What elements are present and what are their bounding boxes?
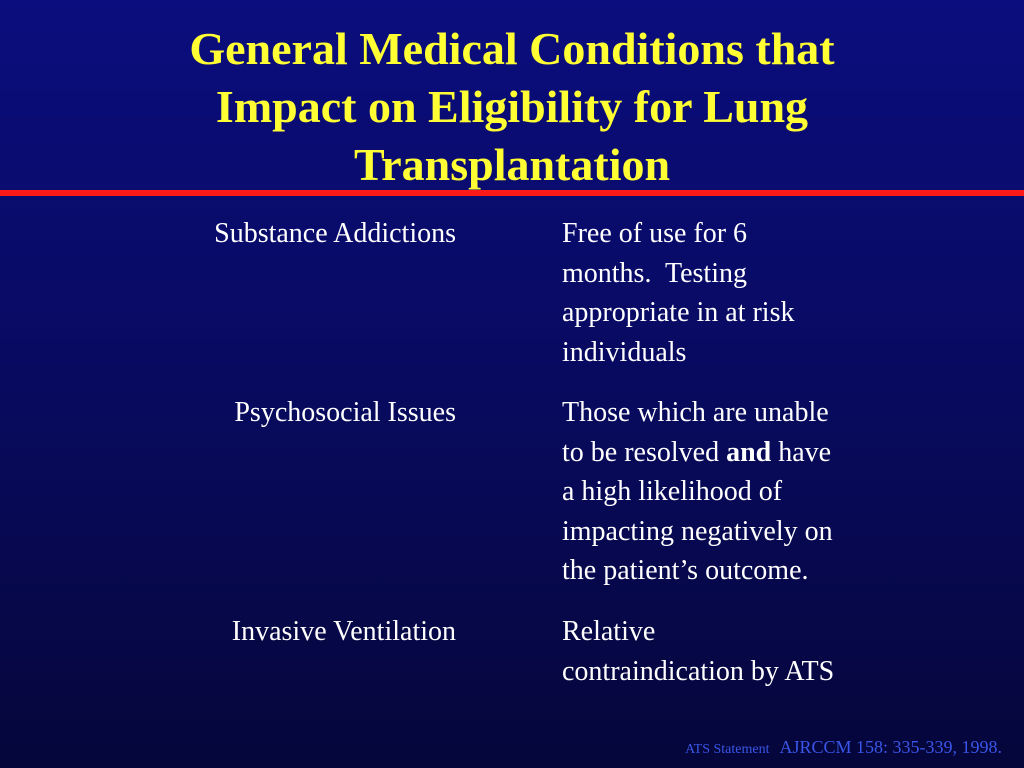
criteria-line: individuals [562, 336, 687, 368]
slide-title [40, 20, 984, 194]
criteria-line: a high likelihood of [562, 476, 783, 507]
condition-row [0, 214, 1024, 393]
citation-footer [685, 737, 1002, 758]
citation-reference: AJRCCM 158: 335-339, 1998. [779, 737, 1002, 757]
conditions-table [0, 214, 1024, 692]
criteria-line: Those which are unable [562, 397, 829, 428]
condition-label: Invasive Ventilation [231, 616, 456, 647]
condition-label: Psychosocial Issues [234, 397, 456, 428]
criteria-line: contraindication by ATS [562, 655, 835, 687]
emphasis-and: and [726, 436, 772, 468]
criteria-line: months. Testing [562, 257, 747, 289]
criteria-line: appropriate in at risk [562, 297, 795, 328]
criteria-text [562, 214, 907, 372]
condition-row [0, 612, 1024, 692]
title-line-2: Impact on Eligibility for Lung [215, 81, 809, 132]
criteria-text [562, 612, 907, 691]
criteria-line: impacting negatively on [562, 515, 833, 547]
criteria-fragment: to be resolved [562, 436, 727, 468]
criteria-line: the patient’s outcome. [562, 555, 809, 586]
criteria-line [562, 433, 907, 473]
criteria-text [562, 393, 907, 591]
condition-row [0, 393, 1024, 612]
citation-label: ATS Statement [685, 742, 770, 757]
title-line-1: General Medical Conditions that [189, 23, 835, 74]
condition-label: Substance Addictions [214, 218, 456, 249]
criteria-line: Relative [562, 616, 656, 647]
criteria-line: Free of use for 6 [562, 218, 748, 249]
title-line-3: Transplantation [353, 139, 671, 190]
criteria-fragment: have [771, 436, 832, 468]
title-divider [0, 190, 1024, 196]
